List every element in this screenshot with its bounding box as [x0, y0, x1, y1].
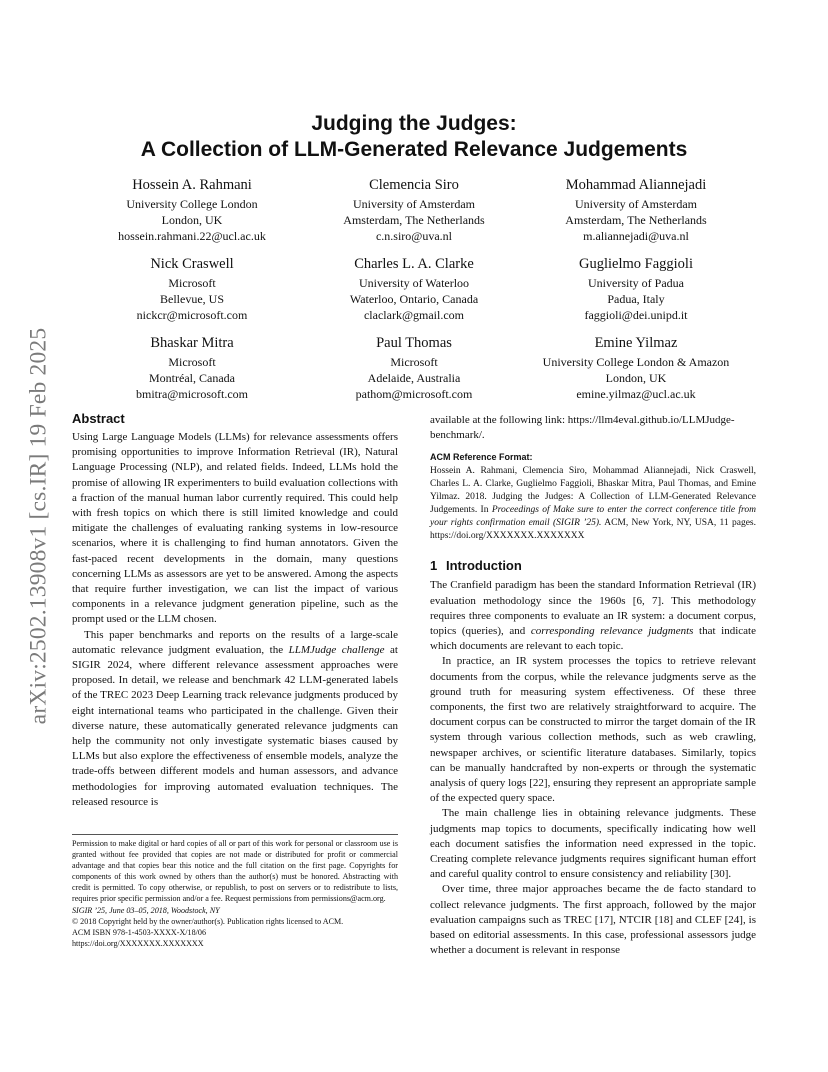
author-affiliation: University College London: [126, 197, 258, 211]
author-name: Hossein A. Rahmani: [132, 177, 252, 193]
author-email: claclark@gmail.com: [363, 308, 464, 322]
doi-line: https://doi.org/XXXXXXX.XXXXXXX: [72, 938, 204, 948]
author-name: Paul Thomas: [376, 335, 452, 351]
acm-reference-text: Hossein A. Rahmani, Clemencia Siro, Mohammad Aliannejadi, Nick Craswell, Charles L. A. Clarke, Guglielmo Faggioli, Bhaskar Mitra, Paul Thomas, and Emine Yilmaz. 2018. Judging the Judges: A Collection of LLM-Generated Relevance Judgements. In Proceedings of Make sure to enter the correct conference title from your rights confirmation email (SIGIR ’25). ACM, New York, NY, USA, 11 pages. https://doi.org/XXXXXXX.XXXXXXX: [430, 466, 756, 542]
author-location: Amsterdam, The Netherlands: [565, 213, 707, 227]
author-email: c.n.siro@uva.nl: [375, 229, 453, 243]
author-name: Nick Craswell: [150, 256, 234, 272]
isbn-line: ACM ISBN 978-1-4503-XXXX-X/18/06: [72, 927, 206, 937]
author-location: Padua, Italy: [607, 292, 665, 306]
author-location: London, UK: [161, 213, 223, 227]
author-email: nickcr@microsoft.com: [136, 308, 248, 322]
abstract-paragraph: Using Large Language Models (LLMs) for relevance assessments offers promising opportunities to improve Information Retrieval (IR), Natural Language Processing (NLP), and related fields. Indeed, LLMs hold the promise of allowing IR experimenters to build evaluation collections with a fraction of the manual human labor currently required. This could help with fresh topics on which there is still limited knowledge and could mitigate the challenges of evaluating ranking systems in low-resource scenarios, where it is challenging to find human annotators. Given the fast-paced recent developments in the domain, many questions concerning LLMs as assessors are yet to be answered. Among the aspects that require further investigation, we can list the impact of various components in a relevance judgment generation pipeline, such as the prompt used or the LLM chosen.: [72, 431, 398, 626]
acm-reference: [430, 451, 756, 543]
copyright-footnote: [72, 838, 398, 949]
intro-paragraph: Over time, three major approaches became the de facto standard to collect relevance judgments. The first approach, followed by the major evaluation campaigns such as TREC [17], NTCIR [18] and CLEF [24], is based on editorial assessments. In this case, professional assessors judge whether a document is relevant in response: [430, 883, 756, 957]
abstract-section: [72, 410, 398, 810]
paper-title-line-2: A Collection of LLM-Generated Relevance Judgements: [140, 138, 688, 161]
author-name: Emine Yilmaz: [594, 335, 678, 351]
introduction-heading: [430, 557, 756, 575]
author-location: Bellevue, US: [160, 292, 224, 306]
author-affiliation: University of Waterloo: [358, 276, 470, 290]
author-block: [486, 333, 786, 402]
author-location: Waterloo, Ontario, Canada: [349, 292, 479, 306]
right-column: [430, 413, 756, 958]
intro-paragraph: In practice, an IR system processes the topics to retrieve relevant documents from the corpus, while the relevance judgments serve as the ground truth for measuring system effectiveness. Of these three components, the first two are relatively straightforward to acquire. The document corpus can be constructed to mirror the target domain of the IR system through various collection methods, such as web crawling, newspaper archives, or scientific literature databases. Similarly, topics can be manually handcrafted by non-experts or through the systematic analysis of query logs [22], ensuring they represent an appropriate sample of the expected query space.: [430, 655, 756, 805]
author-location: Adelaide, Australia: [367, 371, 461, 385]
abstract-continuation: available at the following link: https://llm4eval.github.io/LLMJudge-benchmark/.: [430, 414, 735, 442]
author-name: Charles L. A. Clarke: [354, 256, 474, 272]
author-email: pathom@microsoft.com: [355, 387, 473, 401]
permission-notice: Permission to make digital or hard copies of all or part of this work for personal or classroom use is granted without fee provided that copies are not made or distributed for profit or commercial advantage and that copies bear this notice and the full citation on the first page. Copyrights for components of this work owned by others than the author(s) must be honored. Abstracting with credit is permitted. To copy otherwise, or republish, to post on servers or to redistribute to lists, requires prior specific permission and/or a fee. Request permissions from permissions@acm.org.: [72, 839, 398, 904]
author-email: m.aliannejadi@uva.nl: [583, 229, 689, 243]
venue-line: SIGIR ’25, June 03–05, 2018, Woodstock, NY: [72, 905, 220, 915]
author-affiliation: University of Padua: [588, 276, 684, 290]
author-name: Clemencia Siro: [369, 177, 459, 193]
author-block: [486, 175, 786, 244]
footnote-divider: [72, 834, 398, 835]
author-name: Guglielmo Faggioli: [579, 256, 693, 272]
section-number: 1: [430, 558, 438, 574]
abstract-heading: Abstract: [72, 411, 125, 426]
arxiv-identifier: arXiv:2502.13908v1 [cs.IR] 19 Feb 2025: [25, 327, 52, 725]
author-affiliation: Microsoft: [168, 355, 216, 369]
author-affiliation: Microsoft: [168, 276, 216, 290]
intro-paragraph: The main challenge lies in obtaining relevance judgments. These judgments map topics to documents, specifically indicating how well each document satisfies the information need expressed in the topic. Creating complete relevance judgments requires significant human effort and careful quality control to ensure consistency and reliability [30].: [430, 807, 756, 881]
section-title: Introduction: [446, 558, 522, 574]
author-name: Mohammad Aliannejadi: [565, 177, 707, 193]
author-email: faggioli@dei.unipd.it: [584, 308, 688, 322]
author-email: hossein.rahmani.22@ucl.ac.uk: [118, 229, 266, 243]
abstract-paragraph: This paper benchmarks and reports on the results of a large-scale automatic relevance judgment evaluation, the LLMJudge challenge at SIGIR 2024, where different relevance assessment approaches were proposed. In detail, we release and benchmark 42 LLM-generated labels of the TREC 2023 Deep Learning track relevance judgments produced by eight international teams who participated in the challenge. Given their diverse nature, these automatically generated relevance judgments can help the community not only investigate systematic biases caused by LLMs but also explore the effectiveness of ensemble models, analyze the trade-offs between different models and human assessors, and advance methodologies for improving automated evaluation techniques. The released resource is: [72, 628, 398, 808]
author-affiliation: University of Amsterdam: [353, 197, 475, 211]
author-location: London, UK: [605, 371, 667, 385]
acm-reference-heading: ACM Reference Format:: [430, 452, 533, 463]
author-affiliation: Microsoft: [390, 355, 438, 369]
challenge-name: LLMJudge challenge: [288, 643, 385, 656]
author-affiliation: University of Amsterdam: [575, 197, 697, 211]
author-affiliation: University College London & Amazon: [542, 355, 730, 369]
author-email: emine.yilmaz@ucl.ac.uk: [576, 387, 696, 401]
copyright-line: © 2018 Copyright held by the owner/author(s). Publication rights licensed to ACM.: [72, 916, 344, 926]
author-email: bmitra@microsoft.com: [135, 387, 249, 401]
author-location: Amsterdam, The Netherlands: [343, 213, 485, 227]
author-block: [486, 254, 786, 323]
author-name: Bhaskar Mitra: [150, 335, 234, 351]
intro-paragraph: The Cranfield paradigm has been the standard Information Retrieval (IR) evaluation methodology since the 1960s [6, 7]. This methodology requires three components to evaluate an IR system: a document corpus, topics (queries), and corresponding relevance judgments that indicate which documents are relevant to each topic.: [430, 579, 756, 653]
paper-title-line-1: Judging the Judges:: [311, 112, 517, 135]
author-location: Montréal, Canada: [149, 371, 235, 385]
